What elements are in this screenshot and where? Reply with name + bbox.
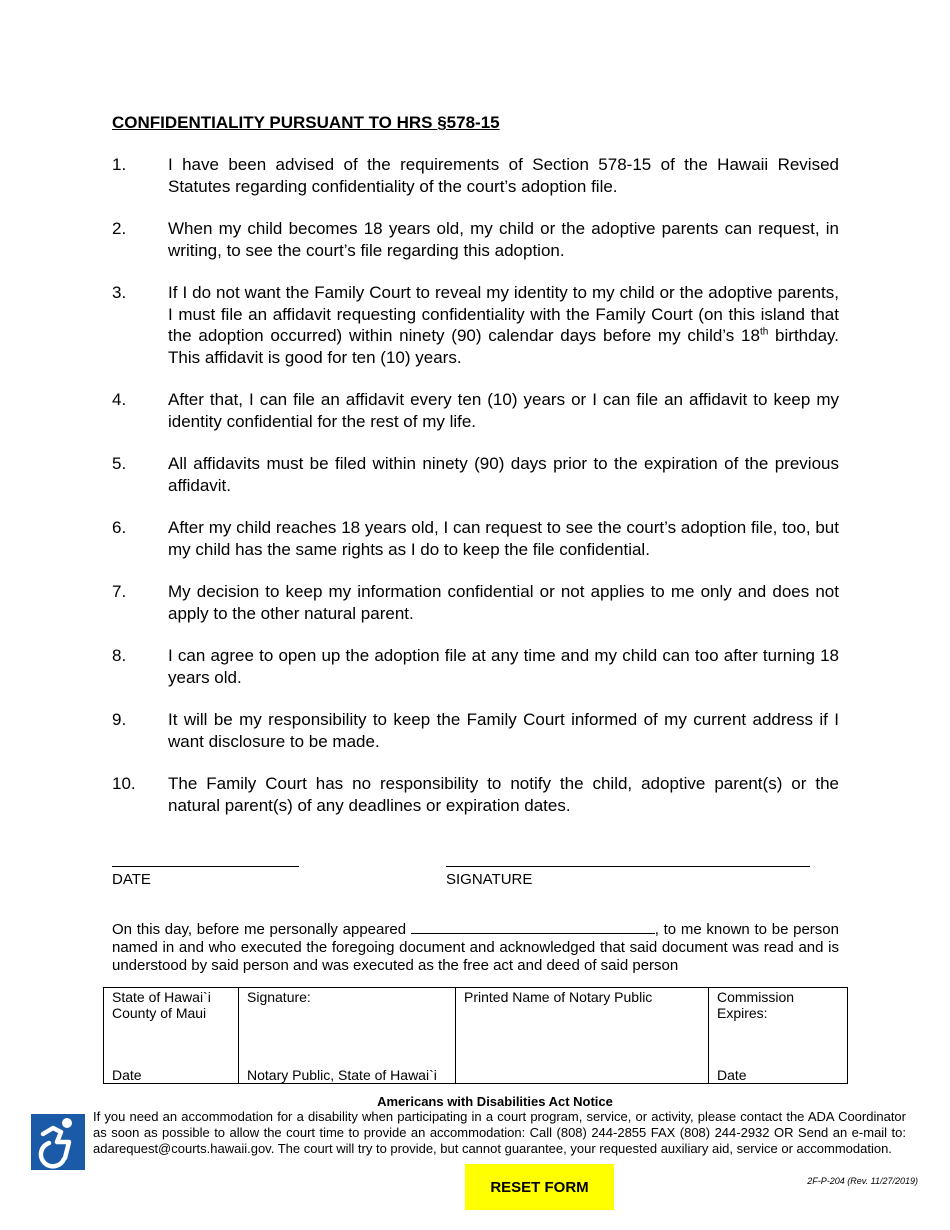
item-number: 6. — [112, 518, 127, 537]
list-item — [112, 389, 839, 432]
item-number: 5. — [112, 454, 127, 473]
item-text: After that, I can file an affidavit every ten (10) years or I can file an affidavit to keep my identity confidential for the rest of my life. — [168, 390, 839, 431]
notary-acknowledgment — [112, 921, 839, 975]
date-field[interactable] — [112, 866, 299, 888]
ada-notice-text: If you need an accommodation for a disability when participating in a court program, service, or activity, please contact the ADA Coordinator as soon as possible to allow the court time to provide an accommodation: Call (808) 244-2855 FAX (808) 244-2932 OR Send an e-mail to: adarequest@courts.hawaii.gov. The court will try to provide, but cannot guarantee, your requested auxiliary aid, service or accommodation. — [93, 1109, 906, 1156]
item-number: 3. — [112, 283, 127, 302]
list-item — [112, 773, 839, 816]
item-number: 8. — [112, 646, 127, 665]
commission-label: Commission — [717, 989, 795, 1005]
date-line[interactable] — [112, 866, 299, 867]
list-item — [112, 453, 839, 496]
item-text-part: birthday. This affidavit is good for ten (10) years. — [168, 326, 840, 367]
printed-name-label: Printed Name of Notary Public — [464, 989, 653, 1005]
date-label: Date — [717, 1067, 747, 1083]
item-text: I can agree to open up the adoption file at any time and my child can too after turning 18 years old. — [168, 646, 839, 687]
date-label: Date — [112, 1067, 142, 1083]
notary-signature-label: Signature: — [247, 989, 311, 1005]
page-title: CONFIDENTIALITY PURSUANT TO HRS §578-15 — [112, 113, 500, 132]
ada-notice-title: Americans with Disabilities Act Notice — [377, 1094, 613, 1109]
accessibility-icon — [31, 1114, 85, 1170]
jurisdiction-cell — [104, 988, 239, 1084]
notary-intro-after: , to me known to be person named in and who executed the foregoing document and acknowledged that said document was read and is understood by said person and was executed as the free act and deed of said person — [112, 921, 839, 974]
signature-label: SIGNATURE — [446, 871, 533, 888]
item-text-part: If I do not want the Family Court to reveal my identity to my child or the adoptive parents, I must file an affidavit requesting confidentiality with the Family Court (on this island that the adoption occurred) within ninety (90) calendar days before my child’s 18 — [168, 283, 839, 345]
notary-table — [103, 987, 848, 1084]
list-item — [112, 154, 839, 197]
appeared-person-field[interactable] — [411, 921, 655, 934]
statement-list — [112, 154, 839, 837]
item-text — [168, 282, 839, 368]
list-item — [112, 581, 839, 624]
list-item — [112, 218, 839, 261]
expires-label: Expires: — [717, 1005, 768, 1021]
date-label: DATE — [112, 871, 151, 888]
item-number: 4. — [112, 390, 127, 409]
notary-signature-cell[interactable] — [239, 988, 456, 1084]
item-text: All affidavits must be filed within ninety (90) days prior to the expiration of the previous affidavit. — [168, 454, 839, 495]
notary-intro-before: On this day, before me personally appeared — [112, 921, 407, 938]
item-text: The Family Court has no responsibility to notify the child, adoptive parent(s) or the natural parent(s) of any deadlines or expiration dates. — [168, 774, 839, 815]
item-text: After my child reaches 18 years old, I can request to see the court’s adoption file, too, but my child has the same rights as I do to keep the file confidential. — [168, 518, 839, 559]
item-text: My decision to keep my information confidential or not applies to me only and does not apply to the other natural parent. — [168, 582, 839, 623]
reset-form-button[interactable]: RESET FORM — [465, 1164, 614, 1210]
list-item — [112, 517, 839, 560]
county-label: County of Maui — [112, 1005, 207, 1021]
item-number: 10. — [112, 774, 136, 793]
signature-field[interactable] — [446, 866, 810, 888]
item-text: It will be my responsibility to keep the Family Court informed of my current address if I want disclosure to be made. — [168, 710, 839, 751]
item-text: I have been advised of the requirements of Section 578-15 of the Hawaii Revised Statutes regarding confidentiality of the court’s adoption file. — [168, 155, 839, 196]
ordinal-suffix: th — [759, 326, 769, 338]
list-item — [112, 645, 839, 688]
list-item — [112, 709, 839, 752]
item-number: 1. — [112, 155, 127, 174]
state-label: State of Hawai`i — [112, 989, 211, 1005]
commission-cell[interactable] — [709, 988, 848, 1084]
item-text: When my child becomes 18 years old, my child or the adoptive parents can request, in writing, to see the court’s file regarding this adoption. — [168, 219, 839, 260]
item-number: 2. — [112, 219, 127, 238]
form-code: 2F-P-204 (Rev. 11/27/2019) — [807, 1176, 918, 1186]
notary-public-label: Notary Public, State of Hawai`i — [247, 1067, 437, 1083]
item-number: 7. — [112, 582, 127, 601]
signature-line[interactable] — [446, 866, 810, 867]
list-item — [112, 282, 839, 368]
notary-printed-name-cell[interactable] — [456, 988, 709, 1084]
item-number: 9. — [112, 710, 127, 729]
